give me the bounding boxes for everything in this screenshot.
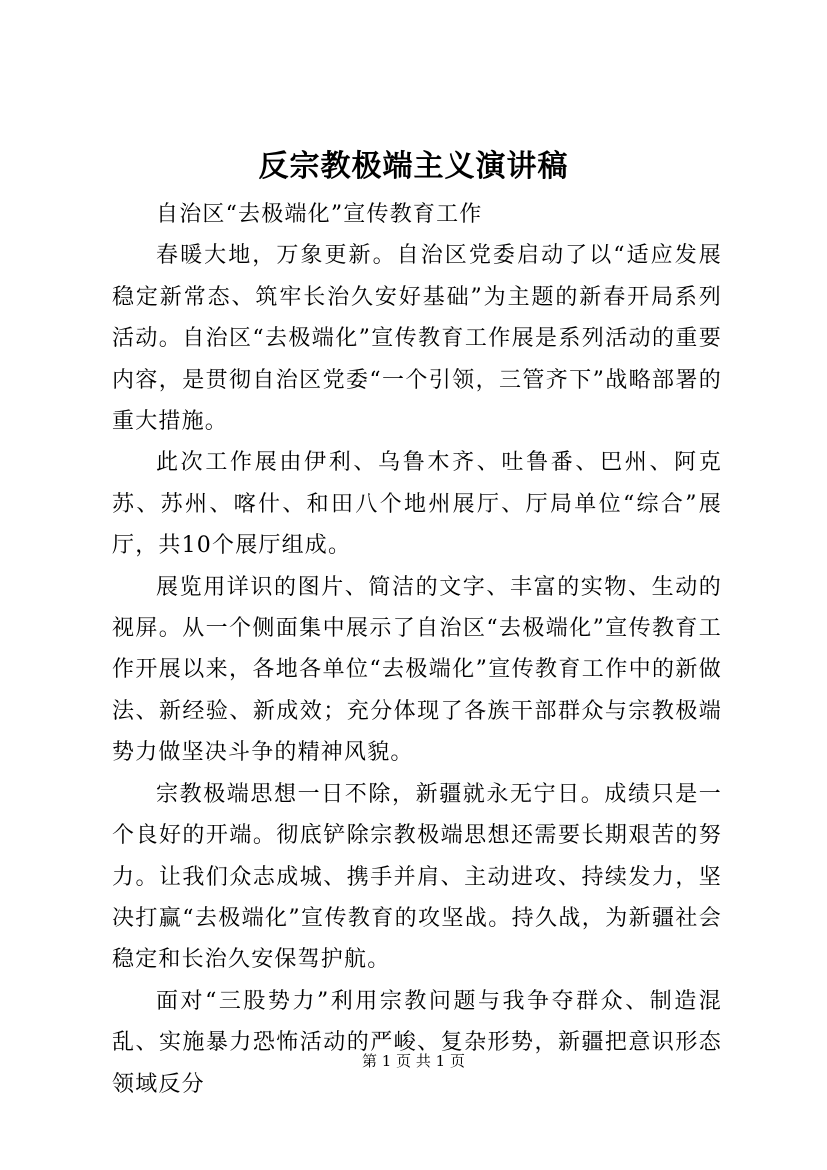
page-footer: 第 1 页 共 1 页 — [362, 1052, 465, 1070]
paragraph: 展览用详识的图片、简洁的文字、丰富的实物、生动的视屏。从一个侧面集中展示了自治区“去极端化”宣传教育工作开展以来，各地各单位“去极端化”宣传教育工作中的新做法、新经验、新成效；充分体现了各族干部群众与宗教极端势力做坚决斗争的精神风貌。 — [112, 574, 722, 766]
paragraph: 此次工作展由伊利、乌鲁木齐、吐鲁番、巴州、阿克苏、苏州、喀什、和田八个地州展厅、厅局单位“综合”展厅，共10个展厅组成。 — [112, 450, 722, 559]
document-body — [112, 194, 722, 1105]
paragraph: 面对“三股势力”利用宗教问题与我争夺群众、制造混乱、实施暴力恐怖活动的严峻、复杂形势，新疆把意识形态领域反分 — [112, 988, 722, 1097]
paragraph: 春暖大地，万象更新。自治区党委启动了以“适应发展稳定新常态、筑牢长治久安好基础”为主题的新春开局系列活动。自治区“去极端化”宣传教育工作展是系列活动的重要内容，是贯彻自治区党委“一个引领，三管齐下”战略部署的重大措施。 — [112, 243, 722, 435]
paragraph-subtitle: 自治区“去极端化”宣传教育工作 — [156, 202, 483, 227]
document-title: 反宗教极端主义演讲稿 — [258, 149, 569, 184]
paragraph: 宗教极端思想一日不除，新疆就永无宁日。成绩只是一个良好的开端。彻底铲除宗教极端思想还需要长期艰苦的努力。让我们众志成城、携手并肩、主动进攻、持续发力，坚决打赢“去极端化”宣传教育的攻坚战。持久战，为新疆社会稳定和长治久安保驾护航。 — [112, 781, 722, 973]
